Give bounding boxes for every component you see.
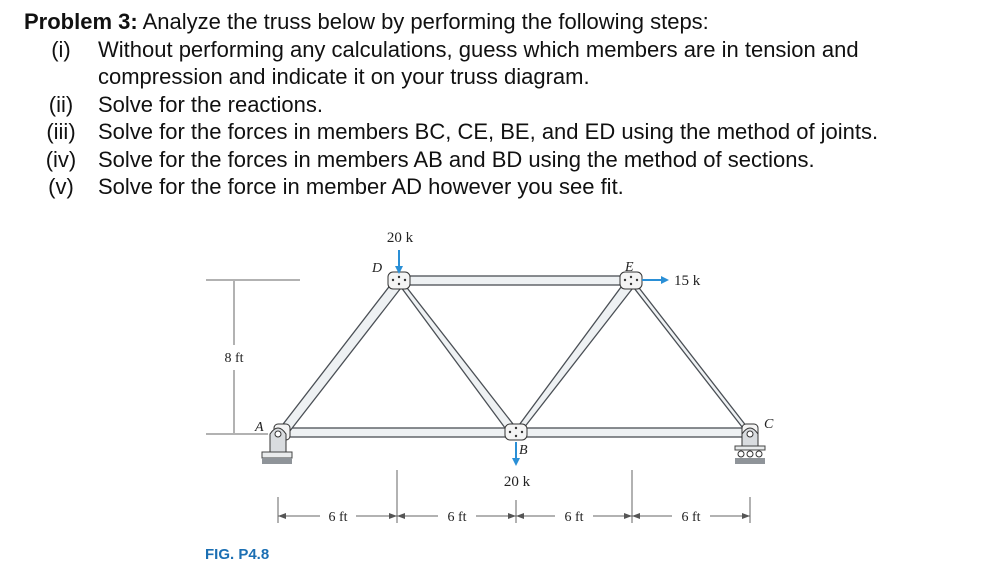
joint-label-A: A bbox=[255, 420, 264, 435]
gusset-B bbox=[505, 424, 527, 440]
problem-label: Problem 3: bbox=[24, 9, 138, 34]
load-label-B: 20 k bbox=[503, 474, 531, 490]
member-DB bbox=[395, 279, 520, 436]
span-label-EC: 6 ft bbox=[681, 510, 701, 525]
member-DE-top-chord bbox=[398, 276, 632, 285]
step-text-continued: compression and indicate it on your truss diagram. bbox=[98, 64, 590, 89]
step-number: (iv) bbox=[45, 146, 77, 172]
joint-label-D: D bbox=[372, 261, 383, 276]
span-label-AD: 6 ft bbox=[328, 510, 348, 525]
step-text: Solve for the forces in members AB and BD using the method of sections. bbox=[98, 146, 815, 172]
load-label-E: 15 k bbox=[674, 273, 701, 289]
load-label-D: 20 k bbox=[386, 230, 414, 246]
step-number: (v) bbox=[48, 174, 74, 199]
joint-label-B: B bbox=[519, 443, 528, 458]
step-text: Solve for the reactions. bbox=[98, 91, 324, 117]
member-EC bbox=[627, 279, 754, 436]
problem-intro: Analyze the truss below by performing the following steps: bbox=[142, 9, 709, 34]
step-text: Without performing any calculations, guess which members are in tension and bbox=[98, 36, 859, 62]
member-BE bbox=[511, 279, 636, 436]
member-AD bbox=[277, 279, 404, 436]
span-label-DB: 6 ft bbox=[447, 510, 467, 525]
height-label: 8 ft bbox=[224, 351, 244, 366]
step-text: Solve for the forces in members BC, CE, BE, and ED using the method of joints. bbox=[98, 119, 879, 144]
step-number: (iii) bbox=[46, 119, 76, 144]
figure-caption: FIG. P4.8 bbox=[205, 546, 270, 563]
step-number: (i) bbox=[51, 36, 71, 62]
height-dimension bbox=[206, 280, 300, 434]
truss-members bbox=[277, 276, 754, 437]
step-number: (ii) bbox=[48, 91, 74, 117]
bolt-dots bbox=[392, 276, 638, 437]
gusset-D bbox=[388, 272, 410, 289]
step-text: Solve for the force in member AD however you see fit. bbox=[98, 174, 624, 199]
joint-label-C: C bbox=[764, 417, 774, 432]
joint-label-E: E bbox=[625, 260, 634, 275]
span-label-BE: 6 ft bbox=[564, 510, 584, 525]
